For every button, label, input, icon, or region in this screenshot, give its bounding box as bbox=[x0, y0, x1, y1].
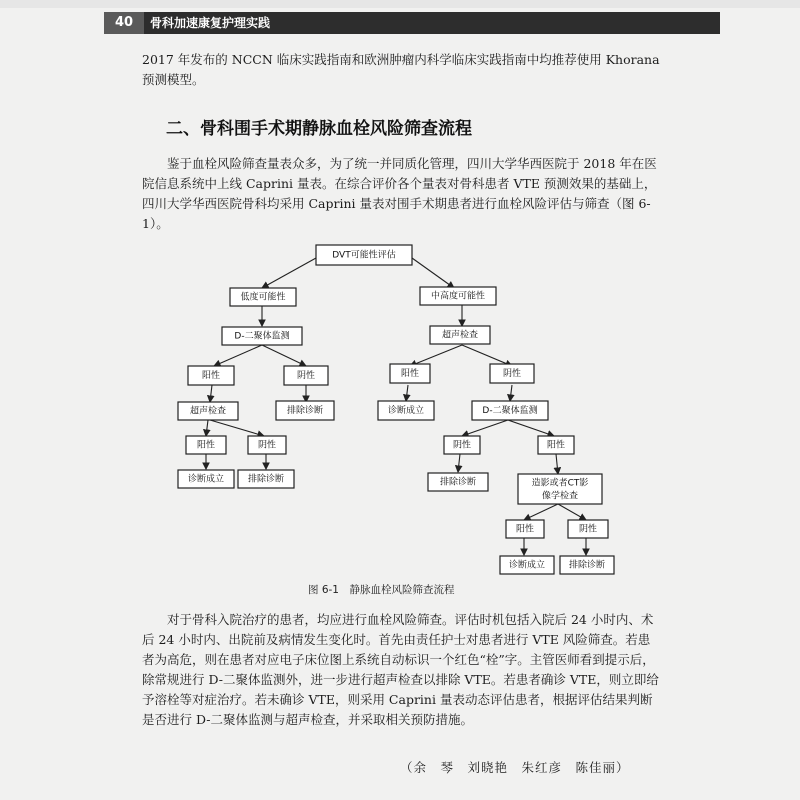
svg-text:D-二聚体监测: D-二聚体监测 bbox=[482, 406, 538, 416]
node-mid-high-probability bbox=[420, 287, 496, 305]
paragraph-screening-process: 对于骨科入院治疗的患者，均应进行血栓风险筛查。评估时机包括入院后 24 小时内、术后 24 小时内、出院前及病情发生变化时。首先由责任护士对患者进行 VTE 风险筛查。若患者为高危，则在患者对应电子床位图上系统自动标识一个红色“栓”字。主管医师看到提示后，除常规进行 D-二聚体监测外，进一步进行超声检查以排除 VTE。若患者确诊 VTE，则立即给予溶栓等对症治疗。若未确诊 VTE，则采用 Caprini 量表动态评估患者，根据评估结果判断是否进行 D-二聚体监测与超声检查，并采取相关预防措施。 bbox=[142, 612, 659, 727]
intro-paragraph: 2017 年发布的 NCCN 临床实践指南和欧洲肿瘤内科学临床实践指南中均推荐使用 Khorana 预测模型。 bbox=[142, 52, 660, 87]
authors-line: （余 琴 刘晓艳 朱红彦 陈佳丽） bbox=[400, 760, 630, 775]
node-ultrasound-right bbox=[430, 326, 490, 344]
node-img-exclude bbox=[560, 556, 614, 574]
node-low-probability bbox=[230, 288, 296, 306]
node-imaging-exam bbox=[518, 474, 602, 504]
svg-text:阴性: 阴性 bbox=[502, 369, 522, 379]
svg-text:DVT可能性评估: DVT可能性评估 bbox=[332, 250, 396, 261]
svg-text:阳性: 阳性 bbox=[400, 369, 420, 379]
node-img-negative bbox=[568, 520, 608, 538]
svg-text:超声检查: 超声检查 bbox=[189, 406, 227, 417]
svg-text:像学检查: 像学检查 bbox=[541, 491, 579, 502]
node-ll-exclude bbox=[238, 470, 294, 488]
node-left-exclude bbox=[276, 401, 334, 420]
svg-text:阳性: 阳性 bbox=[515, 524, 535, 535]
svg-text:排除诊断: 排除诊断 bbox=[247, 474, 285, 485]
node-ll-confirmed bbox=[178, 470, 234, 488]
svg-text:阳性: 阳性 bbox=[546, 440, 566, 451]
svg-text:诊断成立: 诊断成立 bbox=[508, 560, 546, 571]
svg-text:超声检查: 超声检查 bbox=[441, 330, 479, 341]
figure-caption: 图 6-1 静脉血栓风险筛查流程 bbox=[308, 584, 455, 596]
section-heading: 二、骨科围手术期静脉血栓风险筛查流程 bbox=[166, 119, 472, 139]
svg-text:诊断成立: 诊断成立 bbox=[387, 406, 425, 416]
svg-text:阴性: 阴性 bbox=[296, 371, 316, 381]
node-rd-negative bbox=[444, 436, 480, 454]
svg-text:排除诊断: 排除诊断 bbox=[286, 406, 324, 416]
node-ddimer-left bbox=[222, 327, 302, 345]
svg-text:造影或者CT影: 造影或者CT影 bbox=[531, 478, 589, 489]
node-ll-negative bbox=[248, 436, 286, 454]
paragraph-caprini: 鉴于血栓风险筛查量表众多，为了统一并同质化管理，四川大学华西医院于 2018 年在医院信息系统中上线 Caprini 量表。在综合评价各个量表对骨科患者 VTE 预测效果的基础上，四川大学华西医院骨科均采用 Caprini 量表对围手术期患者进行血栓风险评估与筛查（图 6-1）。 bbox=[142, 156, 657, 231]
svg-text:诊断成立: 诊断成立 bbox=[187, 474, 225, 485]
svg-text:中高度可能性: 中高度可能性 bbox=[430, 291, 486, 302]
node-right-confirmed bbox=[378, 401, 434, 420]
svg-text:低度可能性: 低度可能性 bbox=[240, 292, 286, 303]
node-right-negative bbox=[490, 364, 534, 383]
book-title: 骨科加速康复护理实践 bbox=[150, 16, 271, 30]
node-ll-positive bbox=[186, 436, 226, 454]
node-left-positive bbox=[188, 366, 234, 385]
node-img-positive bbox=[506, 520, 544, 538]
svg-text:D-二聚体监测: D-二聚体监测 bbox=[234, 331, 290, 342]
node-left-negative bbox=[284, 366, 328, 385]
svg-text:排除诊断: 排除诊断 bbox=[439, 477, 477, 488]
node-img-confirmed bbox=[500, 556, 554, 574]
node-right-ddimer bbox=[472, 401, 548, 420]
svg-text:阳性: 阳性 bbox=[201, 371, 221, 381]
node-rd-positive bbox=[538, 436, 574, 454]
node-left-ultrasound bbox=[178, 402, 238, 420]
node-dvt-assessment bbox=[316, 245, 412, 265]
svg-text:阴性: 阴性 bbox=[452, 440, 472, 451]
svg-text:阳性: 阳性 bbox=[196, 440, 216, 451]
page-number: 40 bbox=[104, 12, 144, 34]
node-right-positive bbox=[390, 364, 430, 383]
node-rd-exclude bbox=[428, 473, 488, 491]
svg-text:阴性: 阴性 bbox=[578, 524, 598, 535]
svg-text:阴性: 阴性 bbox=[257, 440, 277, 451]
svg-text:排除诊断: 排除诊断 bbox=[568, 560, 606, 571]
